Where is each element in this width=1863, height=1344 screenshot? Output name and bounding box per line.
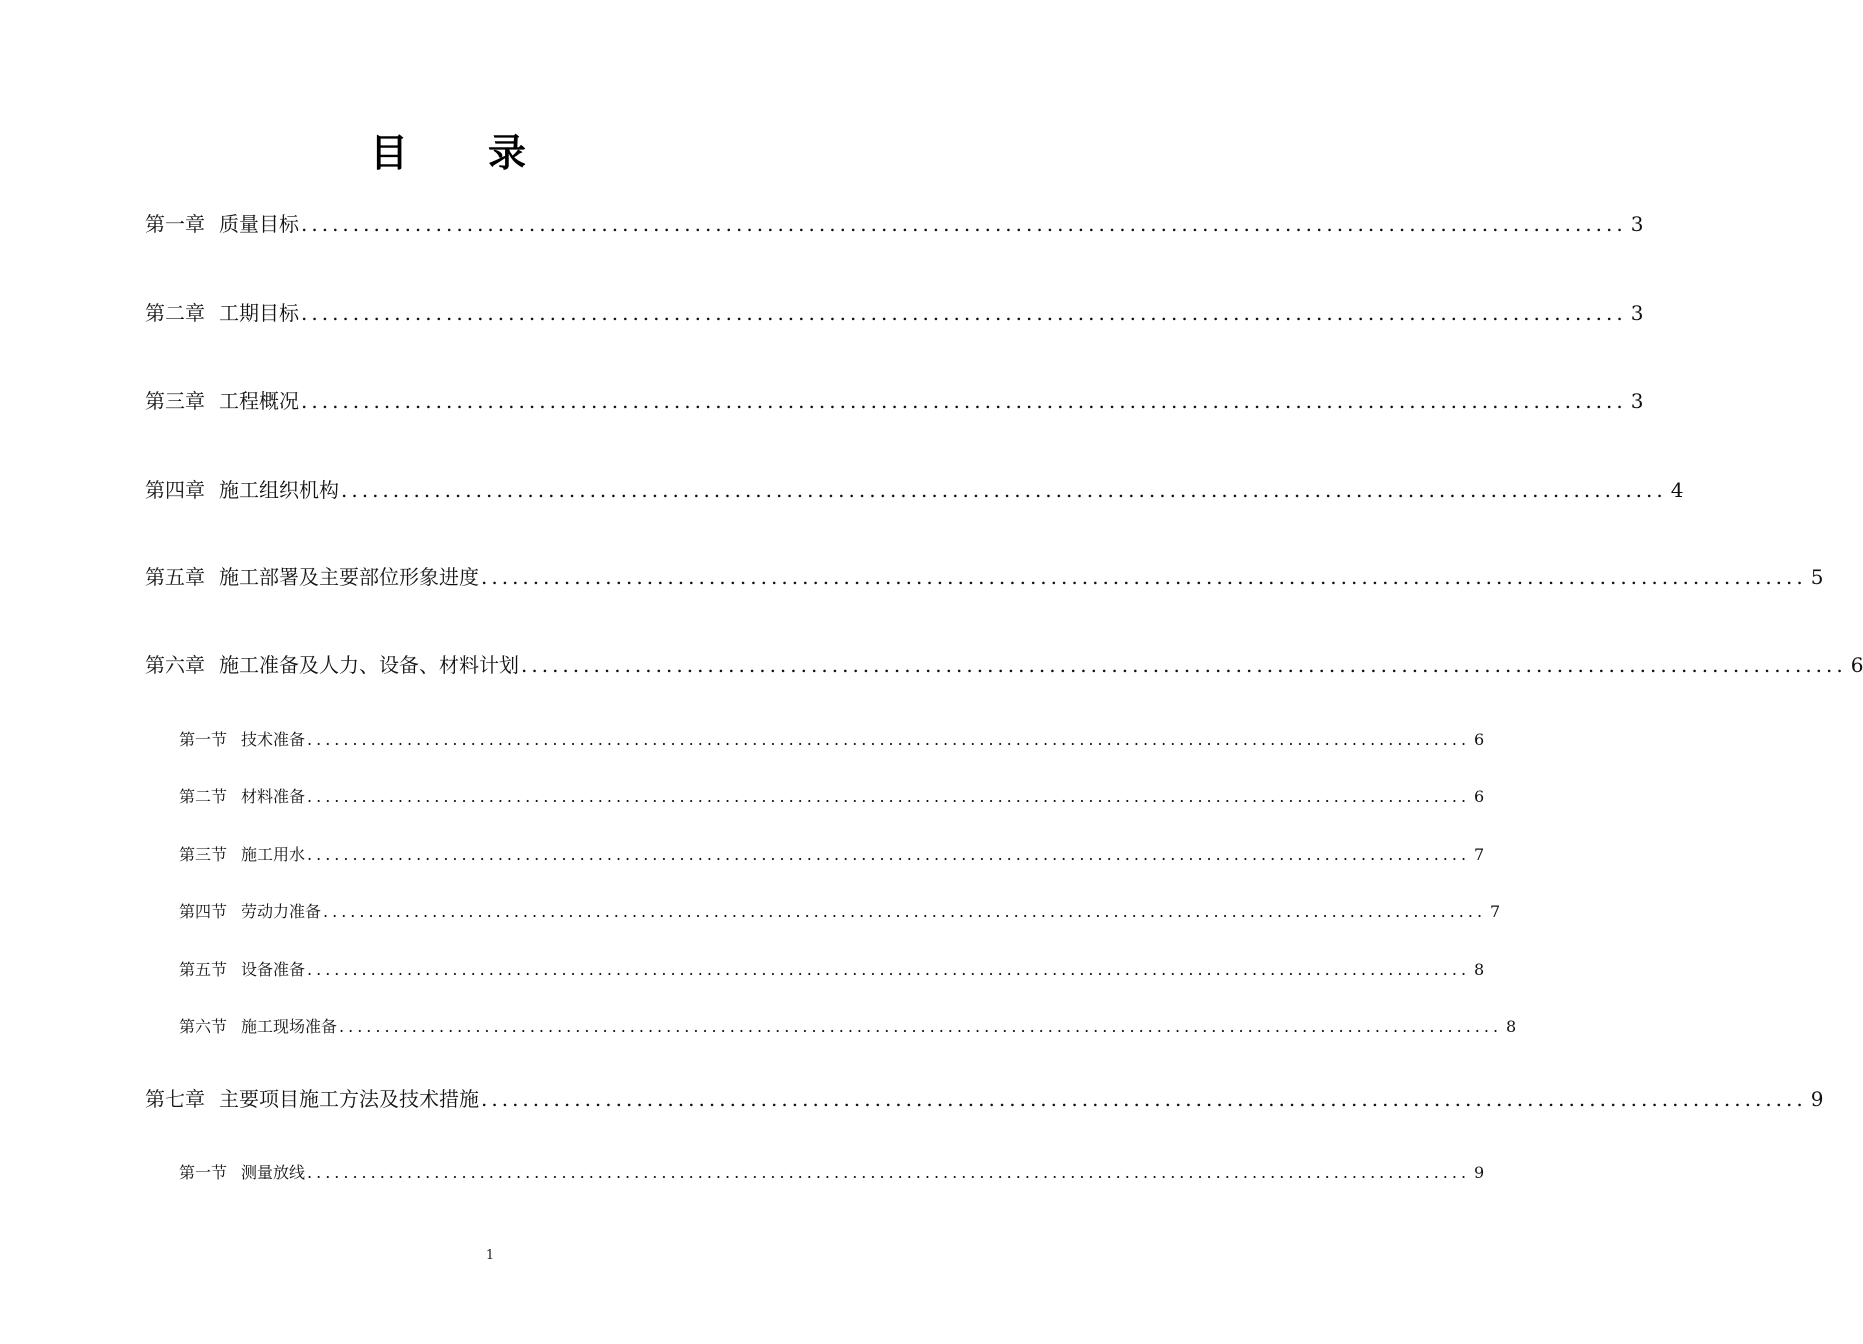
dot-leader: ................................................................................................................................: [307, 960, 1471, 979]
toc-entry[interactable]: [179, 1160, 1485, 1183]
toc-entry-title: 主要项目施工方法及技术措施: [219, 1087, 479, 1111]
toc-entry-number: 第三节: [179, 845, 228, 864]
toc-entry-title: 施工准备及人力、设备、材料计划: [219, 653, 519, 677]
dot-leader: ................................................................................................................................: [301, 212, 1627, 236]
dot-leader: ................................................................................................................................: [481, 1087, 1807, 1111]
toc-entry-number: 第二节: [179, 787, 228, 806]
toc-entry-page: 6: [1474, 787, 1485, 806]
toc-entry-number: 第一节: [179, 1163, 228, 1182]
toc-entry[interactable]: [179, 957, 1485, 980]
toc-entry[interactable]: [145, 561, 1824, 590]
toc-entry-number: 第四章: [145, 478, 205, 502]
toc-entry-number: 第一章: [145, 212, 205, 236]
toc-entry-title: 施工用水: [241, 845, 306, 864]
toc-entry[interactable]: [179, 1014, 1517, 1037]
toc-entry-number: 第六节: [179, 1017, 228, 1036]
toc-entry-page: 4: [1670, 478, 1684, 502]
toc-entry-page: 8: [1506, 1017, 1517, 1036]
toc-entry-page: 6: [1474, 730, 1485, 749]
toc-entry-number: 第五章: [145, 565, 205, 589]
toc-entry-title: 测量放线: [241, 1163, 306, 1182]
dot-leader: ................................................................................................................................: [301, 301, 1627, 325]
toc-entry[interactable]: [145, 385, 1644, 414]
toc-entry-page: 9: [1474, 1163, 1485, 1182]
toc-entry-number: 第一节: [179, 730, 228, 749]
toc-entry-title: 工期目标: [219, 301, 299, 325]
toc-entry-title: 材料准备: [241, 787, 306, 806]
toc-entry[interactable]: [179, 727, 1485, 750]
dot-leader: ................................................................................................................................: [307, 730, 1471, 749]
toc-entry-number: 第七章: [145, 1087, 205, 1111]
toc-entry-page: 8: [1474, 960, 1485, 979]
dot-leader: ................................................................................................................................: [301, 389, 1627, 413]
toc-entry-title: 施工部署及主要部位形象进度: [219, 565, 479, 589]
toc-entry-number: 第二章: [145, 301, 205, 325]
page-title: 目录: [369, 131, 606, 175]
dot-leader: ................................................................................................................................: [481, 565, 1807, 589]
toc-entry-title: 质量目标: [219, 212, 299, 236]
toc-entry-title: 技术准备: [241, 730, 306, 749]
toc-entry-number: 第六章: [145, 653, 205, 677]
toc-entry[interactable]: [145, 297, 1644, 326]
toc-entry-page: 9: [1810, 1087, 1824, 1111]
toc-entry-number: 第四节: [179, 902, 228, 921]
toc-entry-number: 第三章: [145, 389, 205, 413]
dot-leader: ................................................................................................................................: [521, 653, 1847, 677]
toc-entry[interactable]: [179, 842, 1485, 865]
footer-page-number: 1: [485, 1248, 495, 1263]
toc-entry-page: 5: [1810, 565, 1824, 589]
toc-entry[interactable]: [145, 208, 1644, 237]
toc-entry-title: 施工组织机构: [219, 478, 339, 502]
toc-entry-page: 3: [1630, 301, 1644, 325]
toc-entry-page: 3: [1630, 212, 1644, 236]
toc-entry-title: 工程概况: [219, 389, 299, 413]
toc-entry-title: 设备准备: [241, 960, 306, 979]
toc-entry-page: 7: [1490, 902, 1501, 921]
dot-leader: ................................................................................................................................: [323, 902, 1487, 921]
dot-leader: ................................................................................................................................: [307, 787, 1471, 806]
toc-entry-page: 7: [1474, 845, 1485, 864]
toc-entry-number: 第五节: [179, 960, 228, 979]
toc-entry[interactable]: [179, 899, 1501, 922]
toc-entry[interactable]: [145, 1083, 1824, 1112]
toc-entry[interactable]: [179, 784, 1485, 807]
toc-entry[interactable]: [145, 474, 1684, 503]
dot-leader: ................................................................................................................................: [307, 845, 1471, 864]
dot-leader: ................................................................................................................................: [307, 1163, 1471, 1182]
toc-entry[interactable]: [145, 649, 1863, 678]
dot-leader: ................................................................................................................................: [339, 1017, 1503, 1036]
toc-entry-title: 劳动力准备: [241, 902, 322, 921]
toc-entry-title: 施工现场准备: [241, 1017, 338, 1036]
toc-entry-page: 6: [1850, 653, 1863, 677]
toc-entry-page: 3: [1630, 389, 1644, 413]
dot-leader: ................................................................................................................................: [341, 478, 1667, 502]
